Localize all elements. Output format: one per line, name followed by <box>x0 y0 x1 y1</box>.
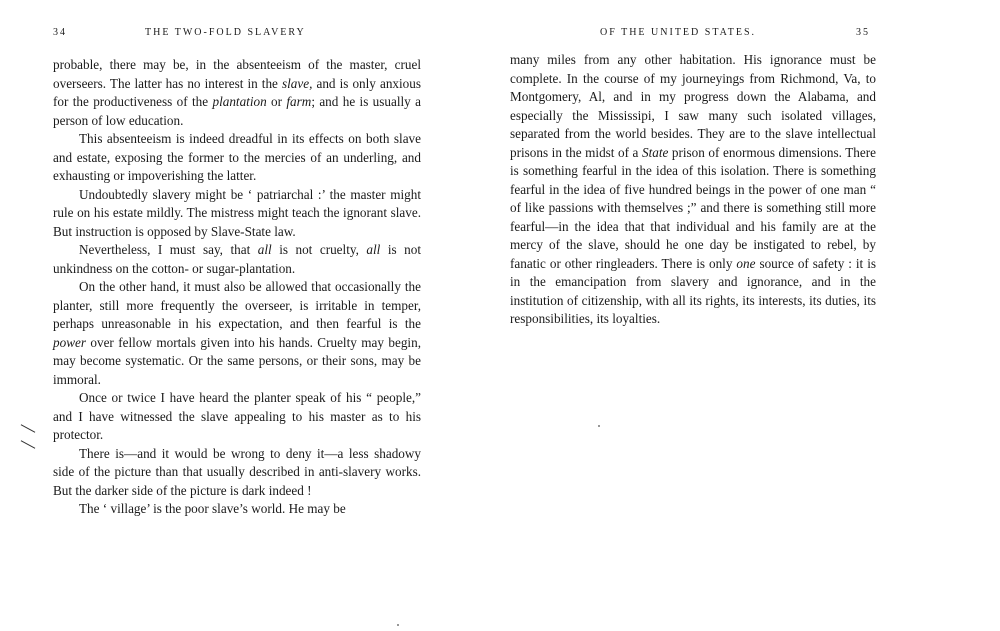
margin-mark <box>21 440 36 448</box>
paragraph <box>53 186 421 242</box>
paragraph <box>53 389 421 445</box>
italic-text: State <box>641 144 669 160</box>
text-run: Nevertheless, I must say, that <box>79 242 258 257</box>
text-run: or <box>266 94 287 109</box>
paragraph <box>53 445 421 501</box>
italic-text: power <box>53 334 86 350</box>
right-page <box>500 0 1000 631</box>
margin-mark <box>21 424 36 432</box>
italic-text: plantation <box>212 94 267 109</box>
text-run: and is only anxious for the productiveness of the <box>53 75 421 109</box>
italic-text: all <box>257 242 272 257</box>
text-run: ; and he is usually a person of low education. <box>53 94 421 128</box>
paragraph <box>53 56 421 130</box>
text-run: Once or twice I have heard the planter speak of his “ people,” and I have witnessed the slave appealing to his master as to his protector. <box>53 390 421 442</box>
italic-text: one <box>736 255 756 271</box>
speck <box>598 425 600 427</box>
text-run: is not unkindness on the cotton- or sugar-plantation. <box>53 242 421 276</box>
paragraph <box>53 130 421 186</box>
left-page-number: 34 <box>53 27 67 38</box>
left-page-body <box>53 56 421 519</box>
text-run: is not cruelty, <box>271 242 367 257</box>
text-run: source of safety : it is in the emancipation from slavery and ignorance, and in the institution of citizenship, with all its rights, its interests, its duties, its responsibilities, its loyalties. <box>510 255 876 326</box>
paragraph <box>53 278 421 389</box>
text-run: over fellow mortals given into his hands. Cruelty may begin, may become systematic. Or the same persons, or their sons, may be immoral. <box>53 334 421 387</box>
text-run: This absenteeism is indeed dreadful in its effects on both slave and estate, exposing the former to the mercies of an underling, and exhausting or impoverishing the latter. <box>53 131 421 183</box>
left-running-head: THE TWO-FOLD SLAVERY <box>145 27 306 38</box>
text-run: Undoubtedly slavery might be ‘ patriarchal :’ the master might rule on his estate mildly. The mistress might teach the ignorant slave. But instruction is opposed by Slave-State law. <box>53 186 421 239</box>
right-page-number: 35 <box>856 27 870 38</box>
text-run: prison of enormous dimensions. There is something fearful in the idea of this isolation. There is something fearful in the idea of five hundred beings in the power of one man “ of like passions with themselves ;” and there is something still more fearful—in the idea that that individual and his family are at the mercy of the slave, should he one day be instigated to rebel, by fanatic or other ringleaders. There is only <box>510 144 876 271</box>
speck <box>397 624 399 626</box>
text-run: many miles from any other habitation. His ignorance must be complete. In the course of my journeyings from Richmond, Va, to Montgomery, Al, and in my progress down the Alabama, and especially the Mississipi, I saw many such isolated villages, separated from the world besides. They are to the slave intellectual prisons in the midst of a <box>510 52 876 160</box>
paragraph <box>53 241 421 278</box>
right-page-body <box>510 51 876 329</box>
right-running-head: OF THE UNITED STATES. <box>600 27 757 38</box>
paragraph <box>53 500 421 519</box>
text-run: The ‘ village’ is the poor slave’s world. He may be <box>79 501 346 516</box>
italic-text: all <box>366 242 381 257</box>
text-run: probable, there may be, in the absenteeism of the master, cruel overseers. The latter has no interest in the <box>53 57 421 91</box>
text-run: There is—and it would be wrong to deny it—a less shadowy side of the picture than that usually described in anti-slavery works. But the darker side of the picture is dark indeed ! <box>53 445 421 498</box>
paragraph <box>510 51 876 329</box>
text-run: On the other hand, it must also be allowed that occasionally the planter, still more frequently the overseer, is irritable in temper, perhaps unreasonable in his expectation, and then fearful is the <box>53 279 421 331</box>
italic-text: slave, <box>281 75 313 91</box>
italic-text: farm <box>286 94 312 109</box>
